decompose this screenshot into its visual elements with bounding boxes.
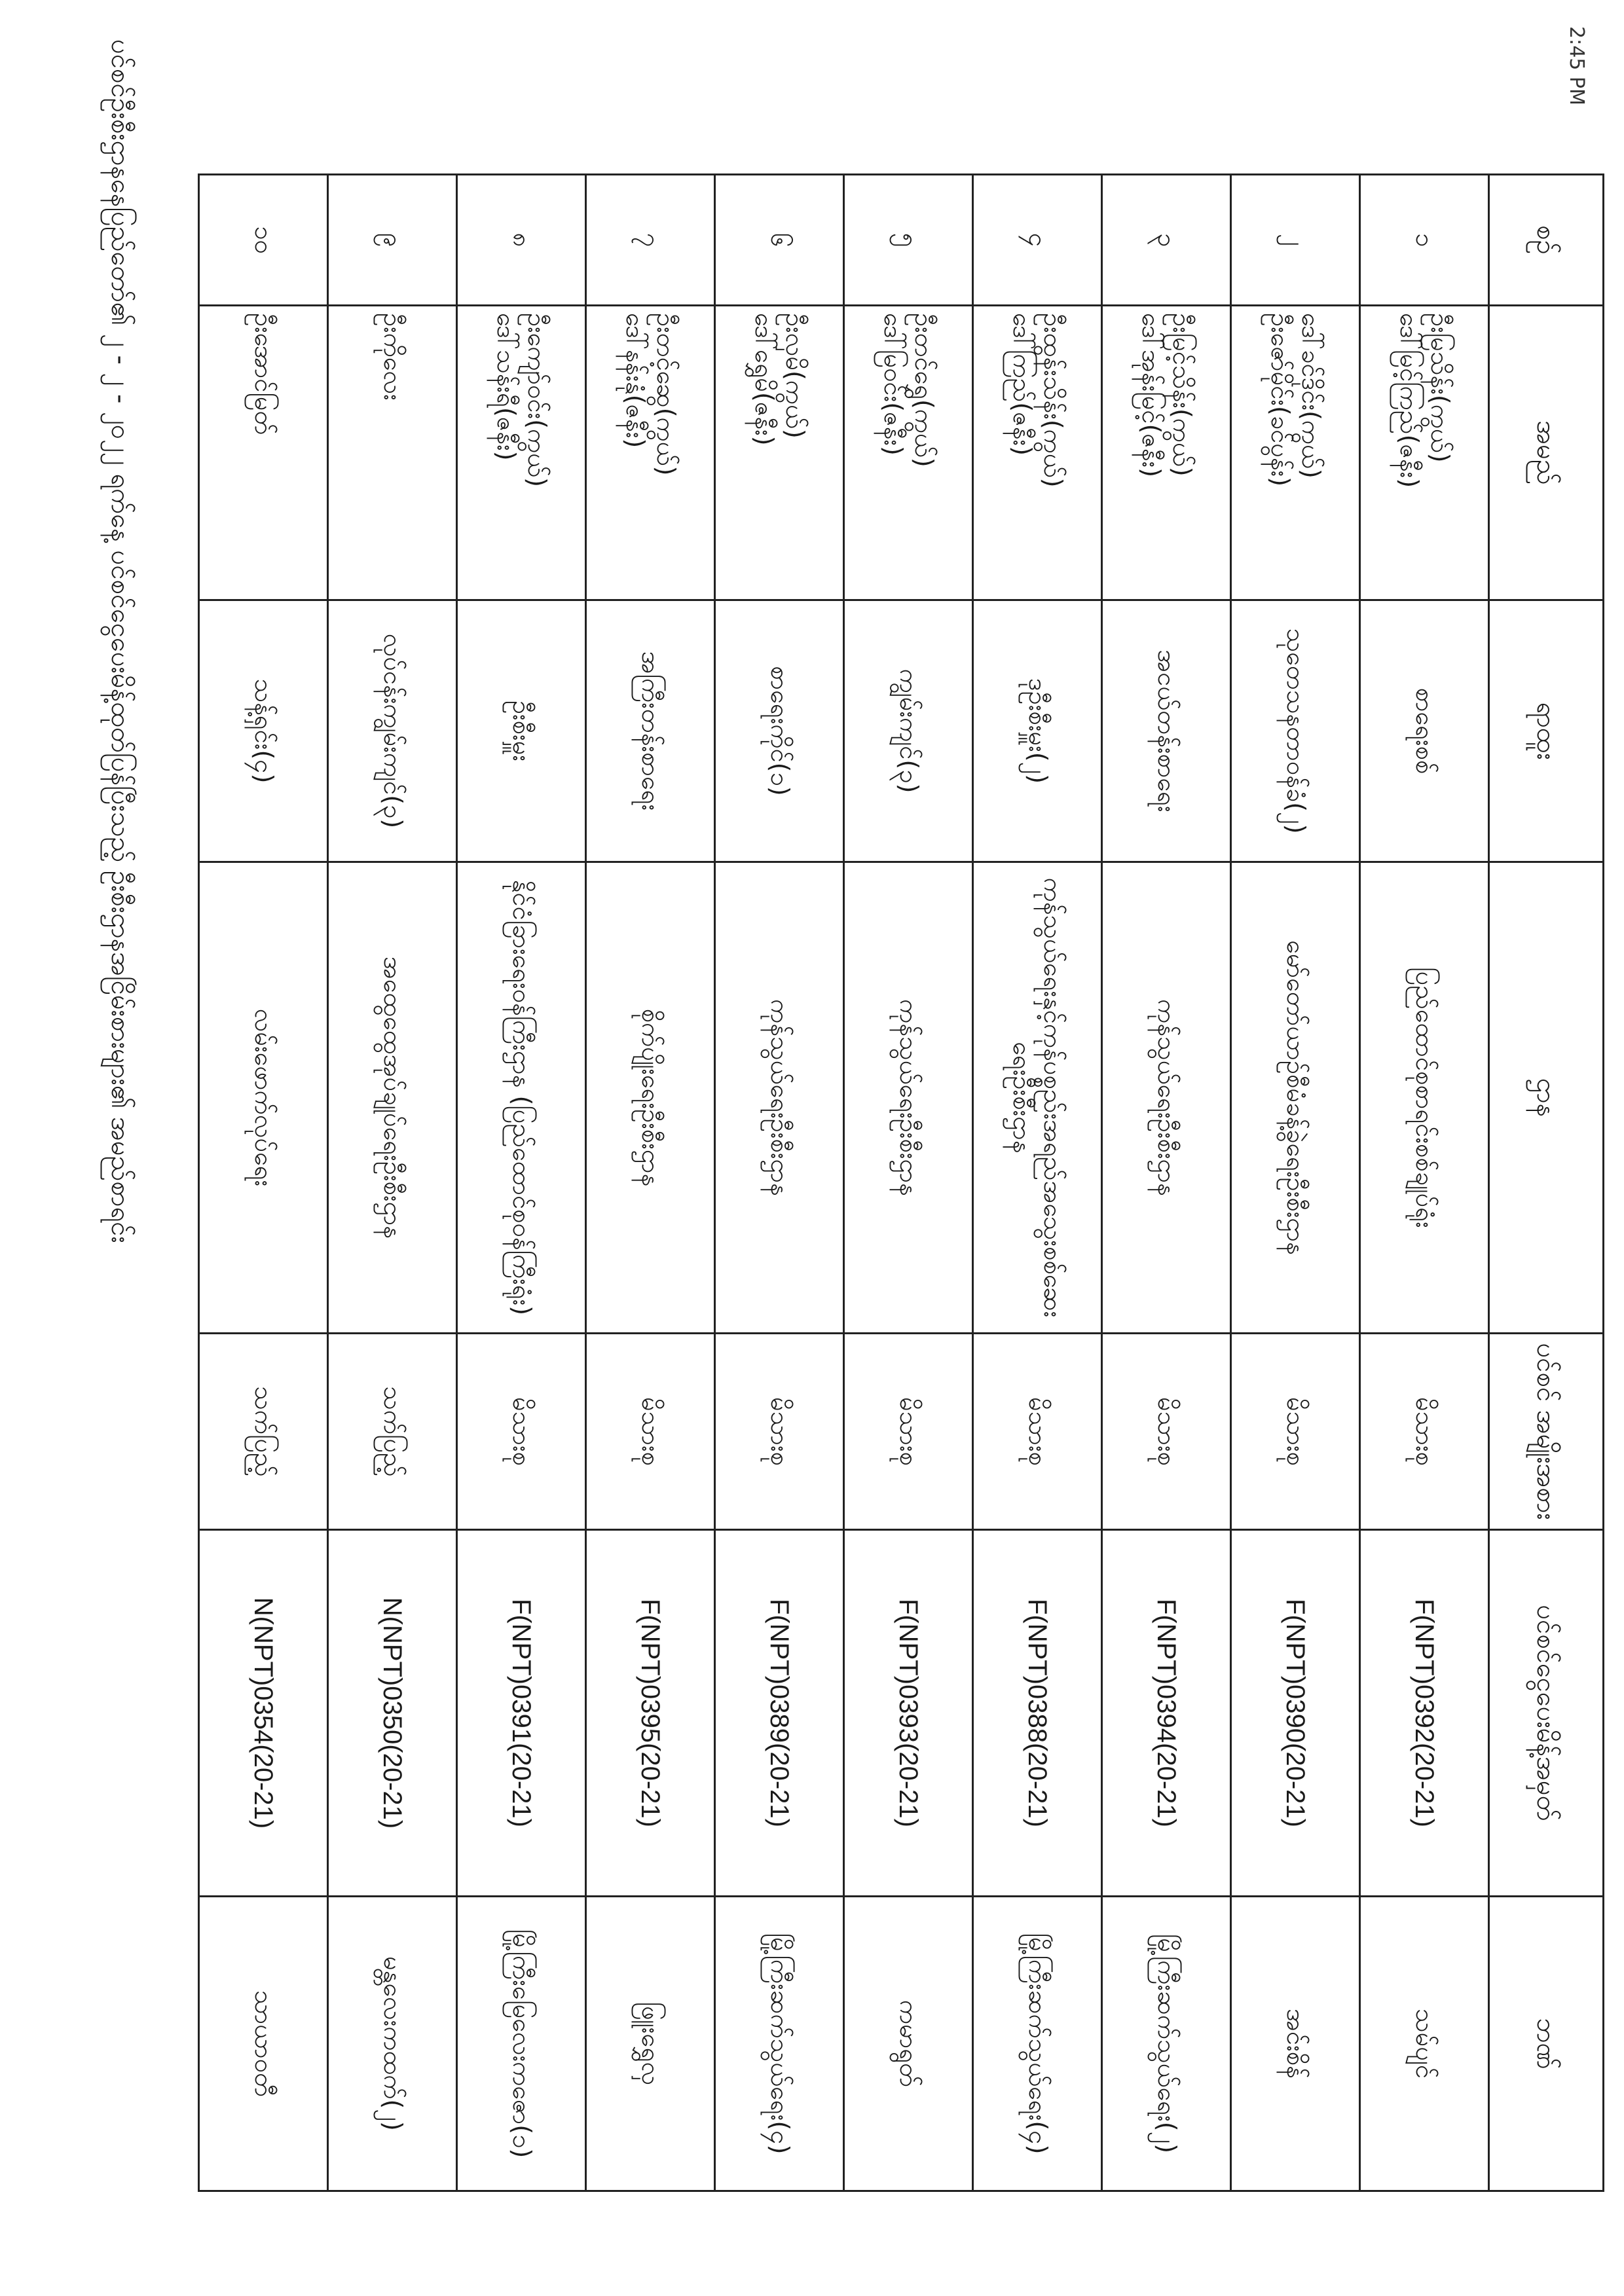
table-row xyxy=(1102,175,1231,2191)
timestamp: 2:45 PM xyxy=(1565,26,1588,105)
pension-order-number: F(NPT)0390(20-21) xyxy=(1231,1530,1360,1897)
department: နိုင်ငံခြားရေးဝန်ကြီးဌာန (ပြည်ထောင်စုဝန်ကြီးရုံး) xyxy=(457,862,586,1334)
department: လမ်းဖောက်လုပ်ရေး xyxy=(199,862,328,1334)
row-number: ၁၀ xyxy=(199,175,328,306)
table-row xyxy=(199,175,328,2191)
person-name-line: ဦးမြင့်သိန်း(ကွယ်) xyxy=(1168,313,1197,477)
person-name xyxy=(586,306,715,600)
table-row xyxy=(457,175,586,2191)
header-bank: ဘဏ် xyxy=(1489,1897,1604,2191)
person-name-line: ဒေါ်ခင်ဒိုင်း(ကွယ်) xyxy=(1297,313,1326,479)
pension-type: မိသားစု xyxy=(715,1334,844,1530)
table-row xyxy=(1231,175,1360,2191)
page-title: ပင်စင်ဦးစီးဌာနနေပြည်တော်၏ ၂ - ၂ - ၂၀၂၂ ရက်နေ့ ပင်စင်ငွေပေးမိန့်ထုတ်ပြန်ပြီးသည့် ဦးစီးဌာနအငြိမ်းစားများ၏ အမည်စာရင်း xyxy=(105,39,136,1243)
rank: ကျွမ်းကျင်(၃) xyxy=(844,600,973,862)
row-number: ၄ xyxy=(973,175,1102,306)
pension-order-number: N(NPT)0354(20-21) xyxy=(199,1530,328,1897)
pension-type: မိသားစု xyxy=(457,1334,586,1530)
bank: ဖြူးရွှေလှ xyxy=(586,1897,715,2191)
person-name-line: ဦးတင့်ဆွေ(ကွယ်) xyxy=(652,313,681,476)
pension-order-number: F(NPT)0388(20-21) xyxy=(973,1530,1102,1897)
table-row xyxy=(715,175,844,2191)
department: ကုန်သွယ်ရေးဦးစီးဌာန xyxy=(1102,862,1231,1334)
person-name-line: ဦးဇော်မိုင်း(ခင်ပွန်း) xyxy=(1266,313,1295,487)
header-dept: ဌာန xyxy=(1489,862,1604,1334)
person-name xyxy=(1231,306,1360,600)
bank: မန္တလေးကထက်(၂) xyxy=(328,1897,457,2191)
person-name-line: ဒေါ်နန်းနုံ(ဇနီး) xyxy=(621,313,650,448)
pension-type: သက်ပြည့် xyxy=(199,1334,328,1530)
row-number: ၂ xyxy=(1231,175,1360,306)
pension-order-number: F(NPT)0395(20-21) xyxy=(586,1530,715,1897)
rank: ဒုဦးစီးမှူး(၂) xyxy=(973,600,1102,862)
rank: စာရေးကိုင်(၁) xyxy=(715,600,844,862)
table-row xyxy=(586,175,715,2191)
person-name xyxy=(457,306,586,600)
rank: သုတေသနတာဝန်ခံ(၂) xyxy=(1231,600,1360,862)
header-order-no: ပင်စင်ငွေပေးမိန့်အမှတ် xyxy=(1489,1530,1604,1897)
row-number: ၉ xyxy=(328,175,457,306)
header-type: ပင်စင် အမျိုးအစား xyxy=(1489,1334,1604,1530)
person-name-line: ဒေါ်မြဝင်း(ဇနီး) xyxy=(879,313,908,456)
bank: သာယာဝတီ xyxy=(199,1897,328,2191)
person-name-line: ဒေါ်ရွှေမိ(ဇနီး) xyxy=(750,313,779,446)
person-name-line: ဦးလှမိ(ကွယ်) xyxy=(781,313,810,439)
department: ကုန်သွယ်ရေးဦးစီးဌာန xyxy=(844,862,973,1334)
person-name-line: ဦးအောင်မြတ် xyxy=(249,313,278,435)
bank: မြို့ကြီးဆက်သွယ်ရေး(၄) xyxy=(715,1897,844,2191)
department: မော်တော်ယာဉ်စီမံခန့်ခွဲရေးဦးစီးဌာန xyxy=(1231,862,1360,1334)
rank: အကြီးတန်းစာရေး xyxy=(586,600,715,862)
person-name-line: ဒေါ်ကြည်(ဇနီး) xyxy=(1008,313,1037,456)
row-number: ၆ xyxy=(715,175,844,306)
person-name-line: ဦးထွန်းသိန်း(ကွယ်) xyxy=(1039,313,1068,488)
department: အထွေထွေအုပ်ချုပ်ရေးဦးစီးဌာန xyxy=(328,862,457,1334)
person-name-line: ဒေါ်မြင့်ကြည်(ဇနီး) xyxy=(1395,313,1424,488)
rank: စာရေးစစ် xyxy=(1360,600,1489,862)
pension-order-number: F(NPT)0393(20-21) xyxy=(844,1530,973,1897)
rank: ဦးစီးမှူး xyxy=(457,600,586,862)
person-name-line: ဦးတင်ရွှေ(ကွယ်) xyxy=(910,313,939,467)
pension-type: မိသားစု xyxy=(586,1334,715,1530)
person-name-line: ဒေါ်အုန်းမြင့်(ဇနီး) xyxy=(1137,313,1166,478)
person-name xyxy=(199,306,328,600)
person-name-line: ဒေါ်သန်းရီ(ဇနီး) xyxy=(492,313,521,461)
bank: သမ်ပျင် xyxy=(1360,1897,1489,2191)
row-number: ၈ xyxy=(457,175,586,306)
pension-order-number: F(NPT)0394(20-21) xyxy=(1102,1530,1231,1897)
department: စိုက်ပျိုးရေးဦးစီးဌာန xyxy=(586,862,715,1334)
pension-table xyxy=(198,173,1604,2192)
bank: မြို့ကြီးမြေလေးကဇော(၁) xyxy=(457,1897,586,2191)
rank: လုပ်ငန်းကျွမ်းကျင်(၃) xyxy=(328,600,457,862)
rank: သန့်ရှင်း(၄) xyxy=(199,600,328,862)
person-name xyxy=(1102,306,1231,600)
bank: အင်းစိန် xyxy=(1231,1897,1360,2191)
row-number: ၇ xyxy=(586,175,715,306)
bank: ကမာရွတ် xyxy=(844,1897,973,2191)
pension-type: မိသားစု xyxy=(973,1334,1102,1530)
bank: မြို့ကြီးဆက်သွယ်ရေး(၂) xyxy=(1102,1897,1231,2191)
header-row xyxy=(1489,175,1604,2191)
header-no: စဉ် xyxy=(1489,175,1604,306)
person-name-line: ဦးကိုလေး xyxy=(378,313,407,401)
person-name xyxy=(328,306,457,600)
person-name xyxy=(715,306,844,600)
pension-order-number: F(NPT)0391(20-21) xyxy=(457,1530,586,1897)
row-number: ၃ xyxy=(1102,175,1231,306)
header-name: အမည် xyxy=(1489,306,1604,600)
pension-order-number: F(NPT)0392(20-21) xyxy=(1360,1530,1489,1897)
row-number: ၁ xyxy=(1360,175,1489,306)
pension-type: မိသားစု xyxy=(1231,1334,1360,1530)
row-number: ၅ xyxy=(844,175,973,306)
person-name xyxy=(973,306,1102,600)
bank: မြို့ကြီးဆက်သွယ်ရေး(၄) xyxy=(973,1897,1102,2191)
pension-order-number: F(NPT)0389(20-21) xyxy=(715,1530,844,1897)
rank: အငယ်တန်းစာရေး xyxy=(1102,600,1231,862)
person-name-line: ဦးမြသိန်း(ကွယ်) xyxy=(1426,313,1455,463)
pension-type: မိသားစု xyxy=(1102,1334,1231,1530)
person-name xyxy=(1360,306,1489,600)
person-name-line: ဦးကျော်ဝင်း(ကွယ်) xyxy=(523,313,552,487)
table-body xyxy=(199,175,1489,2191)
pension-order-number: N(NPT)0350(20-21) xyxy=(328,1530,457,1897)
department: ပြည်ထောင်စုစာရင်းစစ်ချုပ်ရုံး xyxy=(1360,862,1489,1334)
department: ကုန်သွယ်ရေးဦးစီးဌာန xyxy=(715,862,844,1334)
pension-type: မိသားစု xyxy=(844,1334,973,1530)
table-row xyxy=(973,175,1102,2191)
header-rank: ရာထူး xyxy=(1489,600,1604,862)
department: ကုန်သွယ်ရေးနှင့်ကုန်ပစ္စည်းအရည်အသွေးစစ်ဆေးရေးဦးစီးဌာန xyxy=(973,862,1102,1334)
person-name xyxy=(844,306,973,600)
table-row xyxy=(844,175,973,2191)
table-row xyxy=(328,175,457,2191)
table-row xyxy=(1360,175,1489,2191)
pension-type: သက်ပြည့် xyxy=(328,1334,457,1530)
pension-type: မိသားစု xyxy=(1360,1334,1489,1530)
